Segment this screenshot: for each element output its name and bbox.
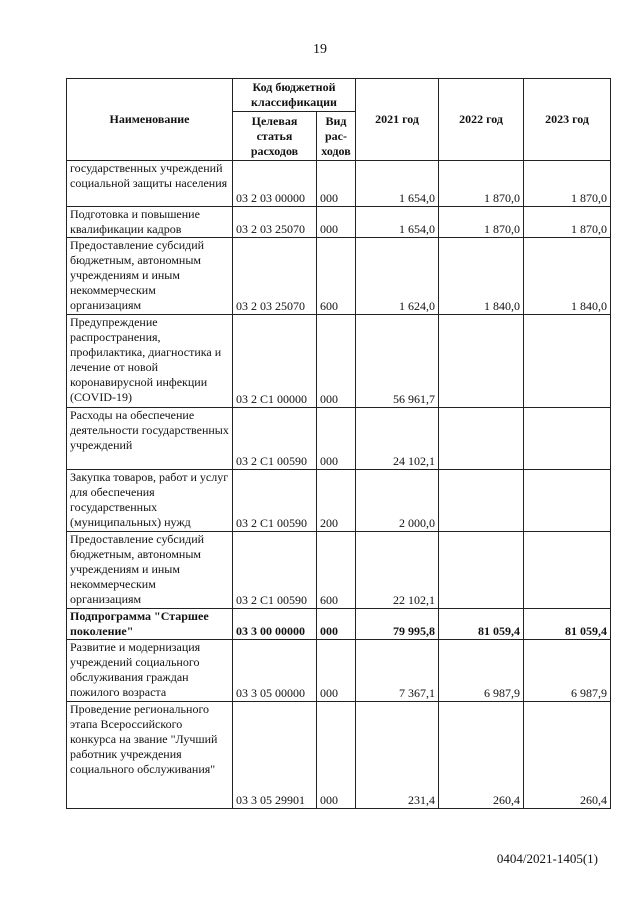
row-name: Закупка товаров, работ и услуг для обеспечения государственных (муниципальных) нужд [67, 470, 233, 532]
row-vid: 000 [317, 702, 356, 809]
row-code: 03 2 С1 00000 [233, 315, 317, 408]
row-code: 03 2 03 25070 [233, 238, 317, 315]
row-name: государственных учреждений социальной защиты населения [67, 161, 233, 207]
row-2021: 24 102,1 [356, 408, 439, 470]
row-vid: 000 [317, 207, 356, 238]
row-2022: 6 987,9 [439, 640, 524, 702]
row-2023: 6 987,9 [524, 640, 611, 702]
table-row [67, 470, 611, 532]
header-target: Целевая статья расходов [233, 112, 317, 161]
row-2022: 260,4 [439, 702, 524, 809]
row-2022: 1 870,0 [439, 161, 524, 207]
header-2023: 2023 год [524, 79, 611, 161]
row-vid: 600 [317, 238, 356, 315]
table-row [67, 207, 611, 238]
row-2021: 79 995,8 [356, 609, 439, 640]
document-code: 0404/2021-1405(1) [496, 851, 598, 866]
table-row [67, 532, 611, 609]
row-2022 [439, 532, 524, 609]
row-name: Расходы на обеспечение деятельности государственных учреждений [67, 408, 233, 470]
row-name: Предоставление субсидий бюджетным, автономным учреждениям и иным некоммерческим организациям [67, 238, 233, 315]
row-2021: 22 102,1 [356, 532, 439, 609]
row-2023: 1 870,0 [524, 161, 611, 207]
row-code: 03 2 03 25070 [233, 207, 317, 238]
table-row [67, 238, 611, 315]
row-name: Проведение регионального этапа Всероссийского конкурса на звание "Лучший работник учреждения социального обслуживания" [67, 702, 233, 809]
row-2022 [439, 470, 524, 532]
row-vid: 000 [317, 640, 356, 702]
row-2023: 1 870,0 [524, 207, 611, 238]
row-2023: 260,4 [524, 702, 611, 809]
header-name: Наименование [67, 79, 233, 161]
row-vid: 000 [317, 315, 356, 408]
row-vid: 000 [317, 408, 356, 470]
table-row-subprogram [67, 609, 611, 640]
row-vid: 000 [317, 609, 356, 640]
header-vid: Вид рас-ходов [317, 112, 356, 161]
table-row [67, 702, 611, 809]
row-2022: 1 840,0 [439, 238, 524, 315]
row-code: 03 3 05 29901 [233, 702, 317, 809]
row-code: 03 2 С1 00590 [233, 408, 317, 470]
header-2021: 2021 год [356, 79, 439, 161]
row-2023: 1 840,0 [524, 238, 611, 315]
row-name: Подготовка и повышение квалификации кадров [67, 207, 233, 238]
row-vid: 200 [317, 470, 356, 532]
row-code: 03 2 С1 00590 [233, 470, 317, 532]
header-2022: 2022 год [439, 79, 524, 161]
header-code-group: Код бюджетной классификации [233, 79, 356, 112]
row-code: 03 3 05 00000 [233, 640, 317, 702]
row-2022: 81 059,4 [439, 609, 524, 640]
table-row [67, 161, 611, 207]
row-code: 03 3 00 00000 [233, 609, 317, 640]
row-2023 [524, 315, 611, 408]
row-2021: 2 000,0 [356, 470, 439, 532]
row-2022 [439, 315, 524, 408]
row-2023: 81 059,4 [524, 609, 611, 640]
row-2021: 1 624,0 [356, 238, 439, 315]
row-name: Предоставление субсидий бюджетным, автономным учреждениям и иным некоммерческим организациям [67, 532, 233, 609]
row-2023 [524, 408, 611, 470]
row-2022 [439, 408, 524, 470]
row-2022: 1 870,0 [439, 207, 524, 238]
table-row [67, 640, 611, 702]
table-row [67, 408, 611, 470]
page-number: 19 [313, 42, 327, 57]
row-2023 [524, 470, 611, 532]
row-2021: 1 654,0 [356, 207, 439, 238]
row-2023 [524, 532, 611, 609]
table-row [67, 315, 611, 408]
row-name: Подпрограмма "Старшее поколение" [67, 609, 233, 640]
row-2021: 231,4 [356, 702, 439, 809]
row-code: 03 2 С1 00590 [233, 532, 317, 609]
table-body [67, 161, 611, 809]
row-2021: 7 367,1 [356, 640, 439, 702]
row-2021: 1 654,0 [356, 161, 439, 207]
row-name: Развитие и модернизация учреждений социального обслуживания граждан пожилого возраста [67, 640, 233, 702]
row-code: 03 2 03 00000 [233, 161, 317, 207]
row-vid: 600 [317, 532, 356, 609]
row-vid: 000 [317, 161, 356, 207]
row-name: Предупреждение распространения, профилактика, диагностика и лечение от новой коронавирусной инфекции (COVID-19) [67, 315, 233, 408]
budget-table [66, 78, 611, 809]
table-header [67, 79, 611, 161]
row-2021: 56 961,7 [356, 315, 439, 408]
